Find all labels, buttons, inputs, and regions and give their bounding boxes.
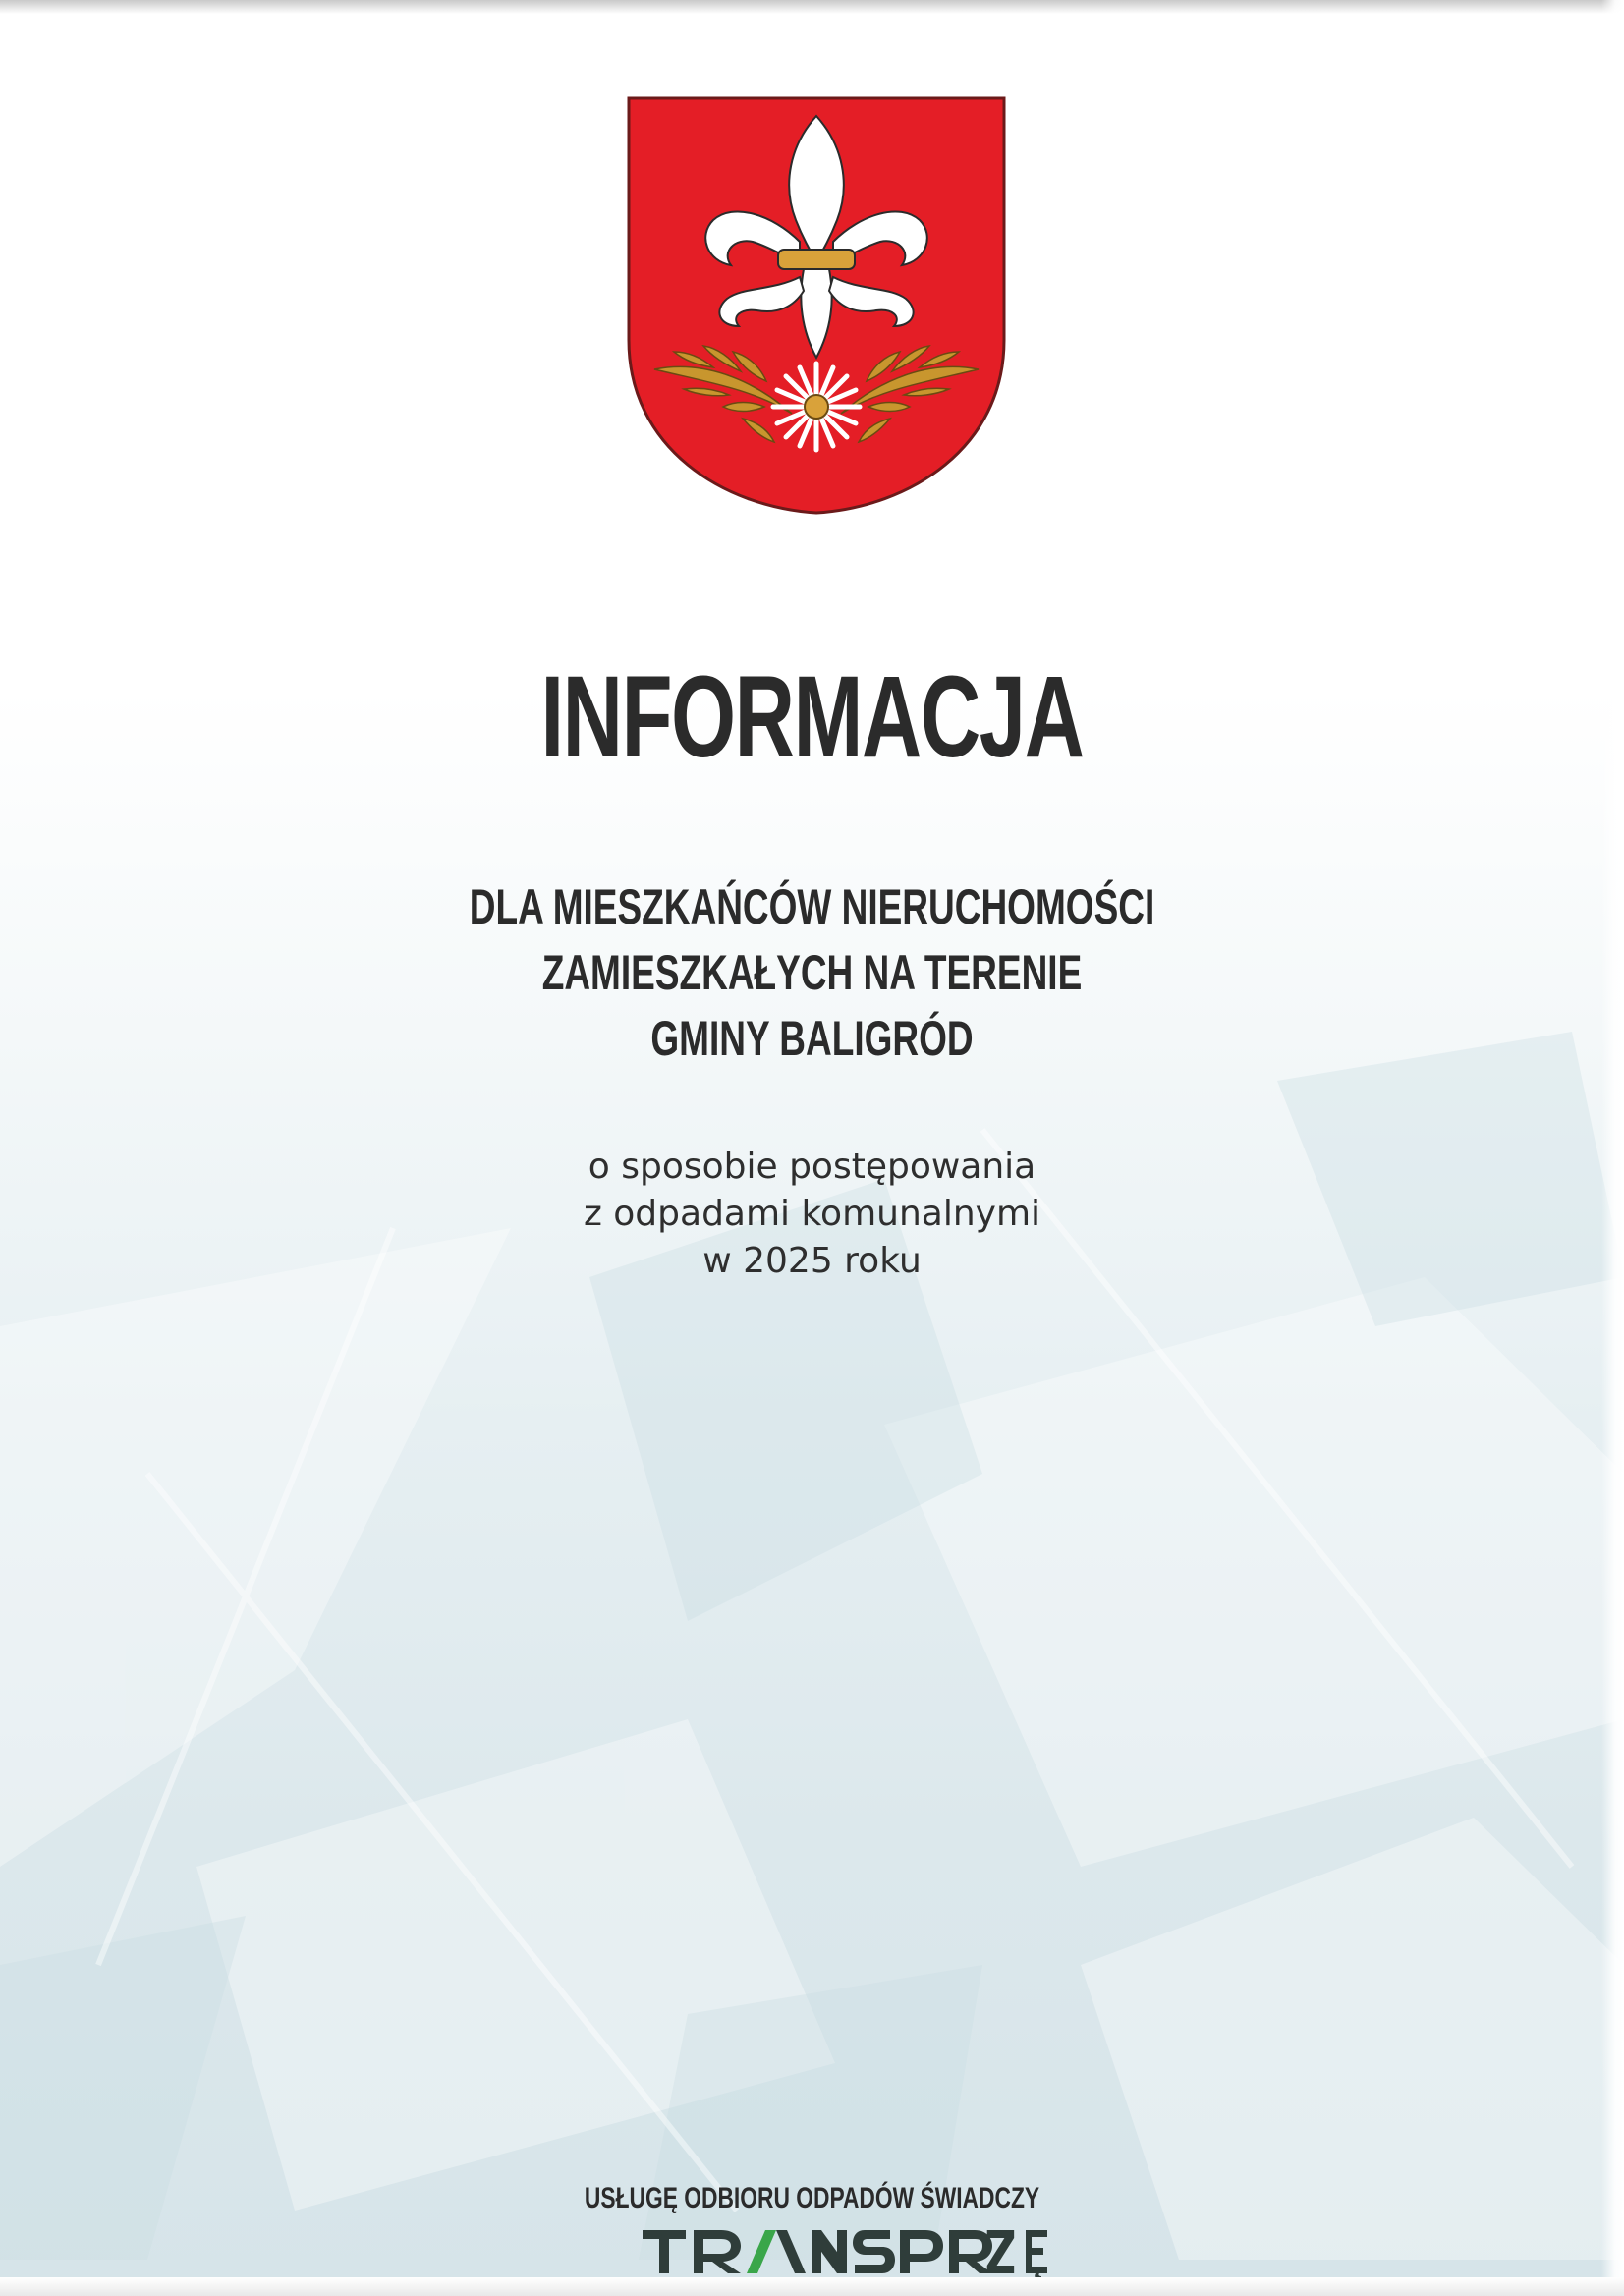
scan-bottom-edge [0,2277,1624,2296]
subtitle-line: z odpadami komunalnymi [583,1194,1041,1234]
scan-right-edge [1601,0,1624,2296]
subtitle-line: w 2025 roku [702,1241,922,1281]
subtitle-line: o sposobie postępowania [588,1147,1036,1187]
subtitle [0,1144,1624,1285]
audience-line: GMINY BALIGRÓD [650,1011,974,1066]
audience-heading [211,874,1413,1072]
provider-label: USŁUGĘ ODBIORU ODPADÓW ŚWIADCZY [584,2182,1040,2214]
audience-line: ZAMIESZKAŁYCH NA TERENIE [541,945,1083,1000]
coat-of-arms-icon [625,94,1008,517]
provider-logo [639,2224,1051,2279]
audience-line: DLA MIESZKAŃCÓW NIERUCHOMOŚCI [469,879,1155,934]
page-title: INFORMACJA [540,652,1084,782]
